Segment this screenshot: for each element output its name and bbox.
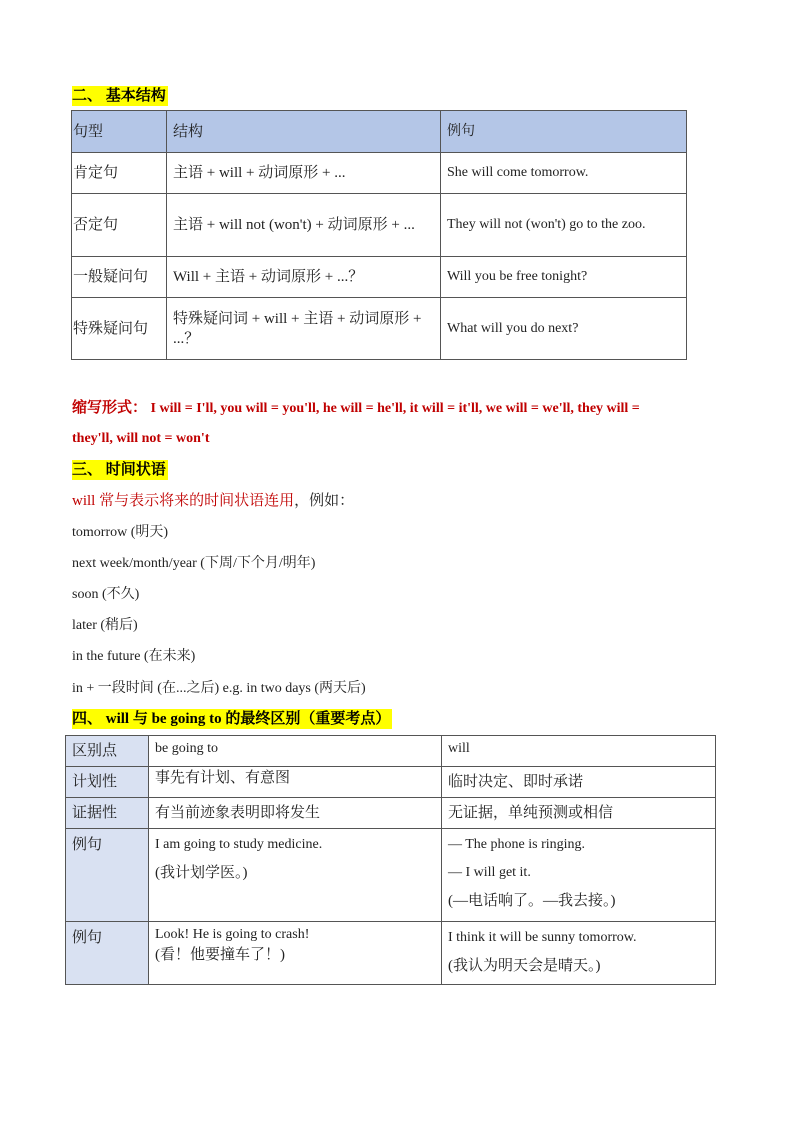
will-example bbox=[442, 829, 716, 922]
comparison-table bbox=[65, 735, 716, 985]
example-cn: (—电话响了。—我去接。) bbox=[448, 893, 616, 909]
header-cell: 例句 bbox=[441, 111, 687, 153]
be-going-to-example bbox=[149, 922, 442, 985]
abbreviation-line-1 bbox=[72, 398, 640, 419]
table-row bbox=[66, 767, 716, 798]
intro-rest: ，例如： bbox=[294, 493, 355, 509]
section3-heading: 三、 时间状语 bbox=[72, 462, 166, 478]
time-adverbial-item: later (稍后) bbox=[72, 618, 138, 633]
sentence-type: 一般疑问句 bbox=[72, 257, 167, 298]
header-cell: be going to bbox=[149, 736, 442, 767]
row-label: 例句 bbox=[66, 922, 149, 985]
example-cell: She will come tomorrow. bbox=[441, 153, 687, 194]
time-adverbial-item: in the future (在未来) bbox=[72, 649, 196, 664]
section4-heading: 四、 will 与 be going to 的最终区别（重要考点） bbox=[72, 711, 391, 727]
header-cell: 结构 bbox=[167, 111, 441, 153]
example-cell: What will you do next? bbox=[441, 298, 687, 360]
example-en: — The phone is ringing. bbox=[448, 837, 586, 852]
row-label: 例句 bbox=[66, 829, 149, 922]
be-going-to-example bbox=[149, 829, 442, 922]
example-cn: (我计划学医。) bbox=[155, 865, 248, 881]
structure-cell: 主语 + will + 动词原形 + ... bbox=[167, 153, 441, 194]
example-cell: They will not (won't) go to the zoo. bbox=[441, 194, 687, 257]
example-en: I am going to study medicine. bbox=[155, 837, 323, 852]
will-example bbox=[442, 922, 716, 985]
table-row bbox=[66, 922, 716, 985]
abbreviation-label: 缩写形式： bbox=[72, 400, 148, 416]
structure-table bbox=[71, 110, 687, 360]
time-adverbial-item: in + 一段时间 (在...之后) e.g. in two days (两天后) bbox=[72, 681, 366, 696]
time-adverbial-item: soon (不久) bbox=[72, 587, 140, 602]
time-adverbial-item: next week/month/year (下周/下个月/明年) bbox=[72, 556, 316, 571]
sentence-type: 否定句 bbox=[72, 194, 167, 257]
abbreviation-line-2: they'll, will not = won't bbox=[72, 431, 210, 446]
table-row bbox=[66, 798, 716, 829]
section2-heading: 二、 基本结构 bbox=[72, 88, 166, 104]
table-row bbox=[72, 257, 687, 298]
intro-highlight: will 常与表示将来的时间状语连用 bbox=[72, 493, 295, 509]
sentence-type: 特殊疑问句 bbox=[72, 298, 167, 360]
table-row bbox=[72, 194, 687, 257]
abbreviation-text: I will = I'll, you will = you'll, he will = he'll, it will = it'll, we will = we'll, they will = bbox=[150, 401, 640, 416]
structure-cell: 特殊疑问词 + will + 主语 + 动词原形 + ...？ bbox=[167, 298, 441, 360]
section3-intro bbox=[72, 491, 354, 512]
header-cell: 句型 bbox=[72, 111, 167, 153]
table-header-row bbox=[72, 111, 687, 153]
will-cell: 无证据，单纯预测或相信 bbox=[442, 798, 716, 829]
row-label: 证据性 bbox=[66, 798, 149, 829]
table-row bbox=[66, 829, 716, 922]
structure-cell: Will + 主语 + 动词原形 + ...？ bbox=[167, 257, 441, 298]
example-en: Look! He is going to crash! bbox=[155, 927, 310, 942]
time-adverbial-item: tomorrow (明天) bbox=[72, 525, 169, 540]
sentence-type: 肯定句 bbox=[72, 153, 167, 194]
example-en: I think it will be sunny tomorrow. bbox=[448, 930, 637, 945]
header-cell: will bbox=[442, 736, 716, 767]
example-cell: Will you be free tonight? bbox=[441, 257, 687, 298]
will-cell: 临时决定、即时承诺 bbox=[442, 767, 716, 798]
header-cell: 区别点 bbox=[66, 736, 149, 767]
table-header-row bbox=[66, 736, 716, 767]
table-row bbox=[72, 153, 687, 194]
be-going-to-cell: 事先有计划、有意图 bbox=[149, 767, 442, 798]
row-label: 计划性 bbox=[66, 767, 149, 798]
be-going-to-cell: 有当前迹象表明即将发生 bbox=[149, 798, 442, 829]
example-cn: (看！他要撞车了！) bbox=[155, 947, 285, 963]
example-en: — I will get it. bbox=[448, 865, 531, 880]
table-row bbox=[72, 298, 687, 360]
example-cn: (我认为明天会是晴天。) bbox=[448, 958, 601, 974]
structure-cell: 主语 + will not (won't) + 动词原形 + ... bbox=[167, 194, 441, 257]
